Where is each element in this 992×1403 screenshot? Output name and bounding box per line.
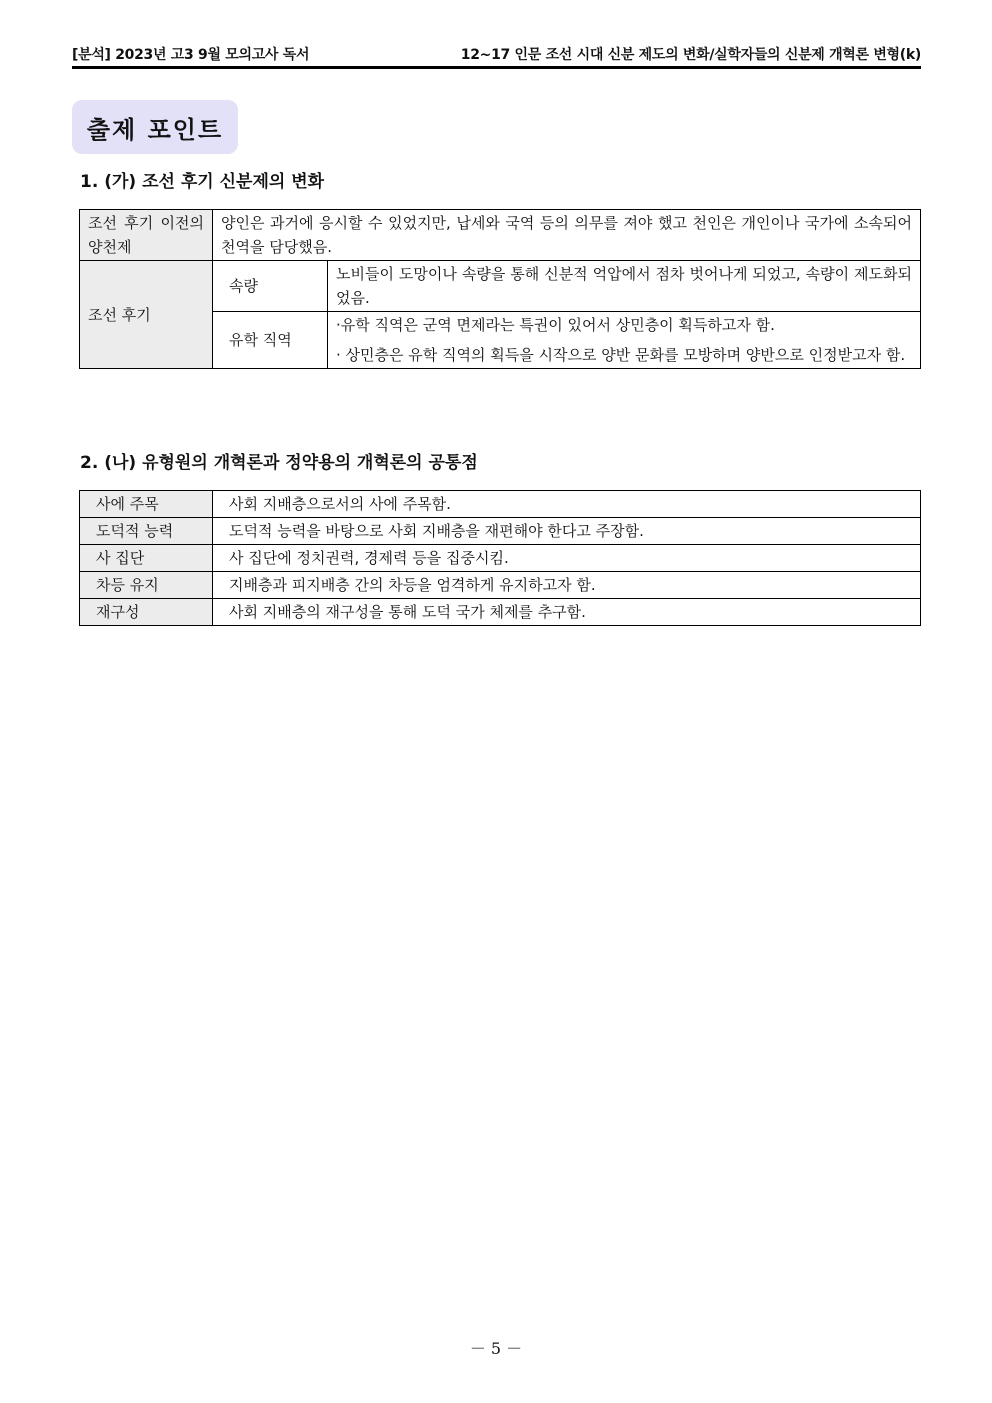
row-label-late-joseon: 조선 후기 (80, 261, 213, 369)
page-number: － 5 － (469, 1339, 523, 1358)
sub-label-yuhak: 유학 직역 (213, 312, 328, 369)
row-label: 도덕적 능력 (80, 518, 213, 545)
row-label: 재구성 (80, 599, 213, 626)
table-row (80, 518, 921, 545)
header-passage-info: 12~17 인문 조선 시대 신분 제도의 변화/실학자들의 신분제 개혁론 변형(k) (460, 47, 921, 63)
row-text: 지배층과 피지배층 간의 차등을 엄격하게 유지하고자 함. (213, 572, 921, 599)
row-text: 도덕적 능력을 바탕으로 사회 지배층을 재편해야 한다고 주장함. (213, 518, 921, 545)
table-row (80, 261, 921, 312)
row-label: 사 집단 (80, 545, 213, 572)
reform-commonality-table (79, 490, 921, 626)
section-2-heading: 2. (나) 유형원의 개혁론과 정약용의 개혁론의 공통점 (80, 453, 478, 473)
row-text-before: 양인은 과거에 응시할 수 있었지만, 납세와 국역 등의 의무를 져야 했고 천인은 개인이나 국가에 소속되어 천역을 담당했음. (213, 210, 921, 261)
table-row (80, 545, 921, 572)
header-exam-info: [분석] 2023년 고3 9월 모의고사 독서 (72, 47, 310, 63)
page-header (72, 44, 921, 69)
table-row (80, 599, 921, 626)
yuhak-note-1: ·유학 직역은 군역 면제라는 특권이 있어서 상민층이 획득하고자 함. (336, 316, 775, 334)
status-system-table (79, 209, 921, 369)
table-row (80, 572, 921, 599)
row-label-before: 조선 후기 이전의 양천제 (80, 210, 213, 261)
sub-text-sokryang: 노비들이 도망이나 속량을 통해 신분적 억압에서 점차 벗어나게 되었고, 속량이 제도화되었음. (328, 261, 921, 312)
sub-text-yuhak (328, 312, 921, 369)
row-label: 사에 주목 (80, 491, 213, 518)
table-row (80, 210, 921, 261)
yuhak-note-2: · 상민층은 유학 직역의 획득을 시작으로 양반 문화를 모방하며 양반으로 인정받고자 함. (336, 346, 906, 364)
page-title: 출제 포인트 (72, 100, 238, 154)
row-label: 차등 유지 (80, 572, 213, 599)
row-text: 사 집단에 정치권력, 경제력 등을 집중시킴. (213, 545, 921, 572)
section-1-heading: 1. (가) 조선 후기 신분제의 변화 (80, 172, 325, 192)
sub-label-sokryang: 속량 (213, 261, 328, 312)
row-text: 사회 지배층의 재구성을 통해 도덕 국가 체제를 추구함. (213, 599, 921, 626)
row-text: 사회 지배층으로서의 사에 주목함. (213, 491, 921, 518)
table-row (80, 491, 921, 518)
